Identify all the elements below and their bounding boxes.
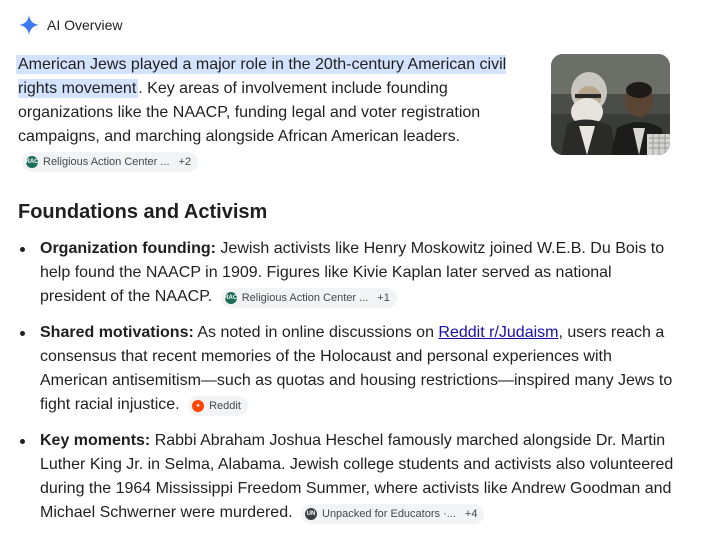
reddit-link[interactable]: Reddit r/Judaism [438,324,559,341]
source-chip-count: +4 [464,508,478,520]
bullet-list [18,237,678,537]
intro-paragraph [18,53,528,173]
list-item [18,429,678,525]
section-heading: Foundations and Activism [18,201,268,223]
list-item [18,321,678,417]
source-chip[interactable] [22,152,198,172]
reddit-logo-icon: ● [192,400,204,412]
ai-overview-header [18,14,122,36]
photo-icon [551,54,670,155]
gemini-sparkle-icon [18,14,40,36]
overview-thumbnail-image[interactable] [551,54,670,155]
source-logo-icon: RAC [225,292,237,304]
source-logo-icon: UN [305,508,317,520]
source-chip-label: Reddit [209,400,241,412]
source-chip[interactable] [188,396,248,416]
bullet-term: Shared motivations: [40,324,194,341]
bullet-text: Jewish activists like Henry Moskowitz joined W.E.B. Du Bois to help found the NAACP in 1909. Figures like Kivie Kaplan later served as national president of the NAACP. [40,240,665,305]
source-chip-count: +2 [178,156,192,168]
source-chip[interactable] [301,504,484,524]
bullet-text: Rabbi Abraham Joshua Heschel famously marched alongside Dr. Martin Luther King Jr. in Selma, Alabama. Jewish college students and activists also volunteered during the 1964 Mississippi Freedom Summer, where activists like Andrew Goodman and Michael Schwerner were murdered. [40,432,674,521]
list-item [18,237,678,309]
source-logo-icon: RAC [26,156,38,168]
bullet-term: Key moments: [40,432,151,449]
source-chip-label: Religious Action Center ... [241,292,369,304]
source-chip[interactable] [221,288,397,308]
bullet-text: , users reach a consensus that recent memories of the Holocaust and personal experiences with American antisemitism—such as quotas and housing restrictions—inspired many Jews to fight racial injustice. [40,324,673,413]
source-chip-label: Unpacked for Educators ·... [322,508,456,520]
bullet-text: As noted in online discussions on [193,324,439,341]
highlighted-text: American Jews played a major role in the 20th-century American civil rights movement [18,56,507,97]
header-title: AI Overview [47,17,123,33]
intro-text: . Key areas of involvement include founding organizations like the NAACP, funding legal and voter registration campaigns, and marching alongside African American leaders. [18,80,481,145]
bullet-term: Organization founding: [40,240,216,257]
source-chip-count: +1 [377,292,390,304]
source-chip-label: Religious Action Center ... [43,156,170,168]
